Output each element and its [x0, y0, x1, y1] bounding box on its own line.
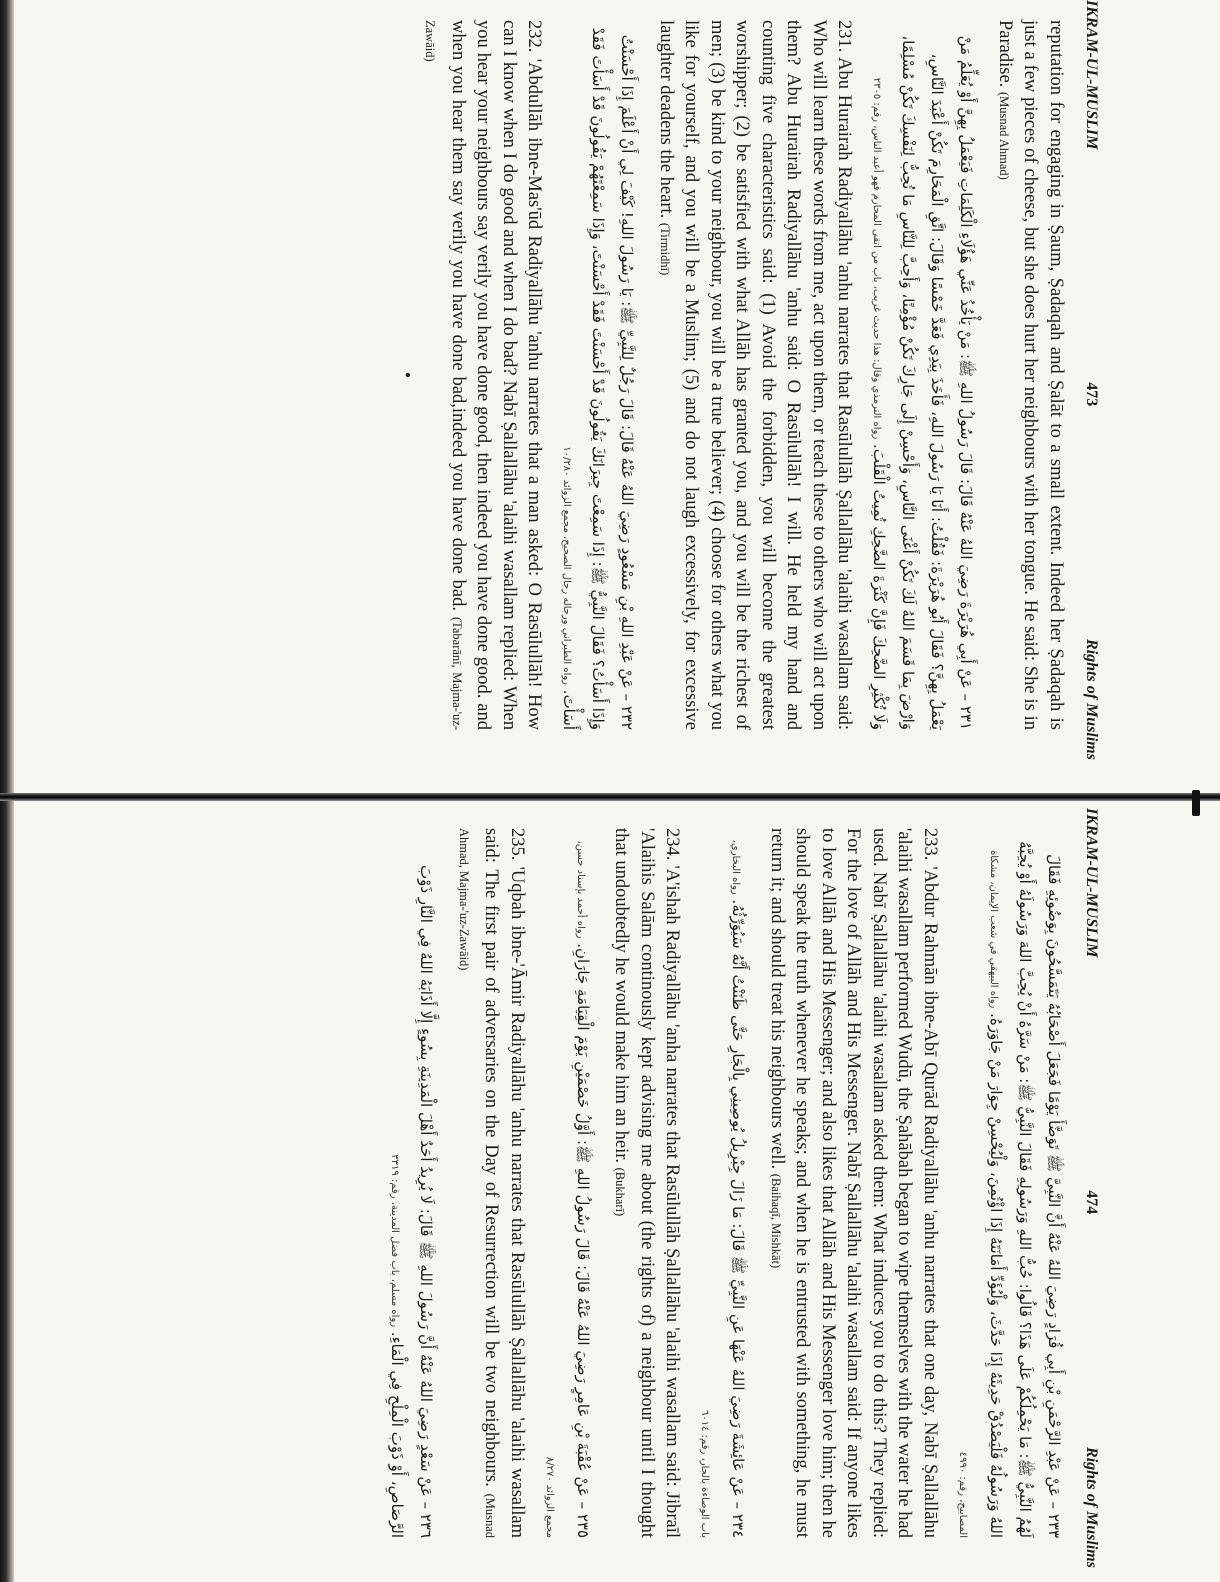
page-473: [100, 0, 1100, 760]
arabic-source: رواه أحمد بإسناد حسن، مجمع الزوائد ٨/٢٧٠: [544, 840, 586, 1538]
english-text: 234. 'A'ishah Radiyallāhu 'anha narrates that Rasūlullāh Ṣallallāhu 'alaihi wasallam said: Jibraīl 'Alaihis Salām continously kept advising me about (the rights of) a neighbour until I thought that undoubtedly he would make him an heir.: [611, 828, 683, 1538]
book-spine: [0, 793, 1220, 801]
arabic-source: رواه مسلم، باب فضل المدينة، رقم: ٣٣١٩: [389, 1154, 401, 1328]
arabic-text: ٢٣٤ – عَنْ عَائِشَةَ رَضِيَ اللهُ عَنْهَا عَنِ النَّبِيِّ ﷺ قَالَ: مَا زَالَ جِبْرِيلُ يُوصِينِي بِالْجَارِ حَتَّى ظَنَنْتُ أَنَّهُ سَيُوَرِّثُهُ.: [729, 899, 748, 1538]
citation: (Musnad Ahmad, Majma-'uz-Zawāid): [457, 828, 498, 1539]
citation: (Bukharī): [613, 1167, 628, 1217]
english-hadith-232: [417, 20, 547, 730]
arabic-hadith-233: [948, 828, 1068, 1538]
arabic-hadith-236: [381, 828, 441, 1538]
page-number: 474: [1083, 1190, 1100, 1215]
arabic-source: رواه البيهقي في شعب الإيمان، مشكاة المصابيح، رقم: ٤٩٩٠: [957, 850, 999, 1538]
header-book-title: IKRAM-UL-MUSLIM: [1083, 0, 1100, 150]
page-body: [381, 808, 1069, 1568]
header-section-title: Rights of Muslims: [1083, 639, 1100, 760]
english-text: 231. Abu Hurairah Radiyallāhu 'anhu narrates that Rasūlullāh Ṣallallāhu 'alaihi wasallam said: Who will learn these words from me, act upon them, or teach these to others who will act upon them? Abu Hurairah Radiyallāhu 'anhu said: O Rasūlullāh! I will. He held my hand and counting five characteristics said: (1) Avoid the forbidden, you will become the greatest worshipper; (2) be satisfied with what Allāh has granted you, and you will be the richest of men; (3) be kind to your neighbour, you will be a true believer; (4) choose for others what you like for yourself, and you will be a Muslim; (5) and do not laugh excessively, for excessive laughter deadens the heart.: [656, 20, 855, 730]
header-section-title: Rights of Muslims: [1083, 1447, 1100, 1568]
arabic-source: رواه الطبراني ورجاله رجال الصحيح، مجمع الزوائد ١٠/٢٨٠: [561, 446, 573, 686]
arabic-source: رواه الترمذي وقال: هذا حديث غريب، باب من اتقى المحارم فهو أعبد الناس، رقم: ٢٣٠٥: [871, 77, 883, 440]
english-hadith-234: [607, 828, 685, 1538]
arabic-hadith-235: [535, 828, 597, 1538]
arabic-text: ٢٣٦ – عَنْ سَعْدٍ رَضِيَ اللهُ عَنْهُ أَنَّ رَسُولَ اللهِ ﷺ قَالَ: لَا يُرِيدُ أَحَدٌ أَهْلَ الْمَدِينَةِ بِسُوءٍ إِلَّا أَذَابَهُ اللهُ فِي النَّارِ ذَوْبَ الرَّصَاصِ، أَوْ ذَوْبَ الْمِلْحِ فِي الْمَاءِ.: [388, 864, 436, 1538]
arabic-hadith-234: [691, 828, 753, 1538]
page-474: [100, 808, 1100, 1568]
citation: (Tirmidhī): [658, 222, 672, 276]
english-text: 233. 'Abdur Rahmān ibne-Abī Qurād Radiyallāhu 'anhu narrates that one day, Nabī Ṣallallāhu 'alaihi wasallam performed Wudū, the Ṣahābah began to wipe themselves with the water he had used. Nabī Ṣallallāhu 'alaihi wasallam asked them: What induces you to do this? They replied: For the love of Allāh and His Messenger. Nabī Ṣallallāhu 'alaihi wasallam said: If anyone likes to love Allāh and His Messenger; and also likes that Allāh and His Messenger love him; then he should speak the truth whenever he speaks; and when he is entrusted with something, he must return it; and should treat his neighbours well.: [767, 828, 940, 1538]
continued-paragraph: [991, 20, 1069, 730]
english-text: 232. 'Abdullāh ibne-Mas'ūd Radiyallāhu 'anhu narrates that a man asked: O Rasūlullāh! How can I know when I do good and when I do bad? Nabī Ṣallallāhu 'alaihi wasallam replied: When you hear your neighbours say verily you have done good, then indeed you have done good. and when you hear them say verily you have done bad,indeed you have done bad.: [448, 20, 545, 730]
end-mark-icon: ●: [402, 371, 413, 379]
english-hadith-233: [763, 828, 943, 1538]
arabic-hadith-231: [863, 20, 981, 730]
english-hadith-231: [652, 20, 857, 730]
arabic-source: رواه البخاري، باب الوصاءة بالجار، رقم: ٦٠١٤: [699, 839, 742, 1538]
arabic-text: ٢٣٣ – عَنْ عَبْدِ الرَّحْمَنِ بْنِ أَبِي قُرَادٍ رَضِيَ اللهُ عَنْهُ أَنَّ النَّبِيَّ ﷺ تَوَضَّأَ يَوْمًا فَجَعَلَ أَصْحَابُهُ يَتَمَسَّحُونَ بِوَضُوئِهِ فَقَالَ لَهُمُ النَّبِيُّ ﷺ: مَا يَحْمِلُكُمْ عَلَى هَذَا؟ قَالُوا: حُبُّ اللهِ وَرَسُولِهِ فَقَالَ النَّبِيُّ ﷺ: مَنْ سَرَّهُ أَنْ يُحِبَّ اللهَ وَرَسُولَهُ أَوْ يُحِبَّهُ اللهُ وَرَسُولُهُ فَلْيَصْدُقْ حَدِيثَهُ إِذَا حَدَّثَ، وَلْيُؤَدِّ أَمَانَتَهُ إِذَا اؤْتُمِنَ، وَلْيُحْسِنْ جِوَارَ مَنْ جَاوَرَهُ.: [987, 841, 1063, 1538]
paragraph-text: reputation for engaging in Ṣaum, Ṣadaqah and Ṣalāt to a small extent. Indeed her Ṣadaqah is just a few pieces of cheese, but she does hurt her neighbours with her tongue. He said: She is in Paradise.: [995, 20, 1066, 730]
english-hadith-235: [451, 828, 530, 1538]
header-book-title: IKRAM-UL-MUSLIM: [1083, 808, 1100, 958]
spine-mark: [1192, 790, 1200, 816]
page-header: [1074, 0, 1100, 760]
book-edge-shadow: [0, 0, 14, 1582]
page-header: [1074, 808, 1100, 1568]
arabic-text: ٢٣٥ – عَنْ عُقْبَةَ بْنِ عَامِرٍ رَضِيَ اللهُ عَنْهُ قَالَ: قَالَ رَسُولُ اللهِ ﷺ: أَوَّلُ خَصْمَيْنِ يَوْمَ الْقِيَامَةِ جَارَانِ.: [574, 943, 592, 1538]
arabic-text: ٢٣٢ – عَنْ عَبْدِ اللهِ بْنِ مَسْعُودٍ رَضِيَ اللهُ عَنْهُ قَالَ: قَالَ رَجُلٌ لِلنَّبِيِّ ﷺ: يَا رَسُولَ اللهِ! كَيْفَ لِي أَنْ أَعْلَمَ إِذَا أَحْسَنْتُ وَإِذَا أَسَأْتُ؟ فَقَالَ النَّبِيُّ ﷺ: إِذَا سَمِعْتَ جِيرَانَكَ يَقُولُونَ قَدْ أَحْسَنْتَ فَقَدْ أَحْسَنْتَ، وَإِذَا سَمِعْتَهُمْ يَقُولُونَ قَدْ أَسَأْتَ فَقَدْ أَسَأْتَ.: [560, 27, 637, 730]
english-text: 235. 'Uqbah ibne-'Āmir Radiyallāhu 'anhu narrates that Rasūlullāh Ṣallallāhu 'alaihi wasallam said: The first pair of adversaries on the Day of Resurrection will be two neighbours.: [481, 828, 527, 1538]
page-number: 473: [1083, 382, 1100, 407]
citation: (Baihaqī, Mishkāt): [769, 1173, 783, 1269]
page-body: [402, 0, 1068, 760]
citation: (Tabarānī, Majma-'uz-Zawāid): [423, 20, 464, 730]
citation: (Musnad Ahmad): [997, 91, 1011, 180]
arabic-hadith-232: [553, 20, 642, 730]
arabic-text: ٢٣١ – عَنْ أَبِي هُرَيْرَةَ رَضِيَ اللهُ عَنْهُ قَالَ: قَالَ رَسُولُ اللهِ ﷺ: مَنْ يَأْخُذُ عَنِّي هَؤُلَاءِ الْكَلِمَاتِ فَيَعْمَلُ بِهِنَّ أَوْ يُعَلِّمُ مَنْ يَعْمَلُ بِهِنَّ؟ فَقَالَ أَبُو هُرَيْرَةَ: فَقُلْتُ: أَنَا يَا رَسُولَ اللهِ، فَأَخَذَ بِيَدِي فَعَدَّ خَمْسًا وَقَالَ: اتَّقِ الْمَحَارِمَ تَكُنْ أَعْبَدَ النَّاسِ، وَارْضَ بِمَا قَسَمَ اللهُ لَكَ تَكُنْ أَغْنَى النَّاسِ، وَأَحْسِنْ إِلَى جَارِكَ تَكُنْ مُؤْمِنًا، وَأَحِبَّ لِلنَّاسِ مَا تُحِبُّ لِنَفْسِكَ تَكُنْ مُسْلِمًا، وَلَا تُكْثِرِ الضَّحِكَ فَإِنَّ كَثْرَةَ الضَّحِكِ تُمِيتُ الْقَلْبَ.: [870, 35, 976, 730]
